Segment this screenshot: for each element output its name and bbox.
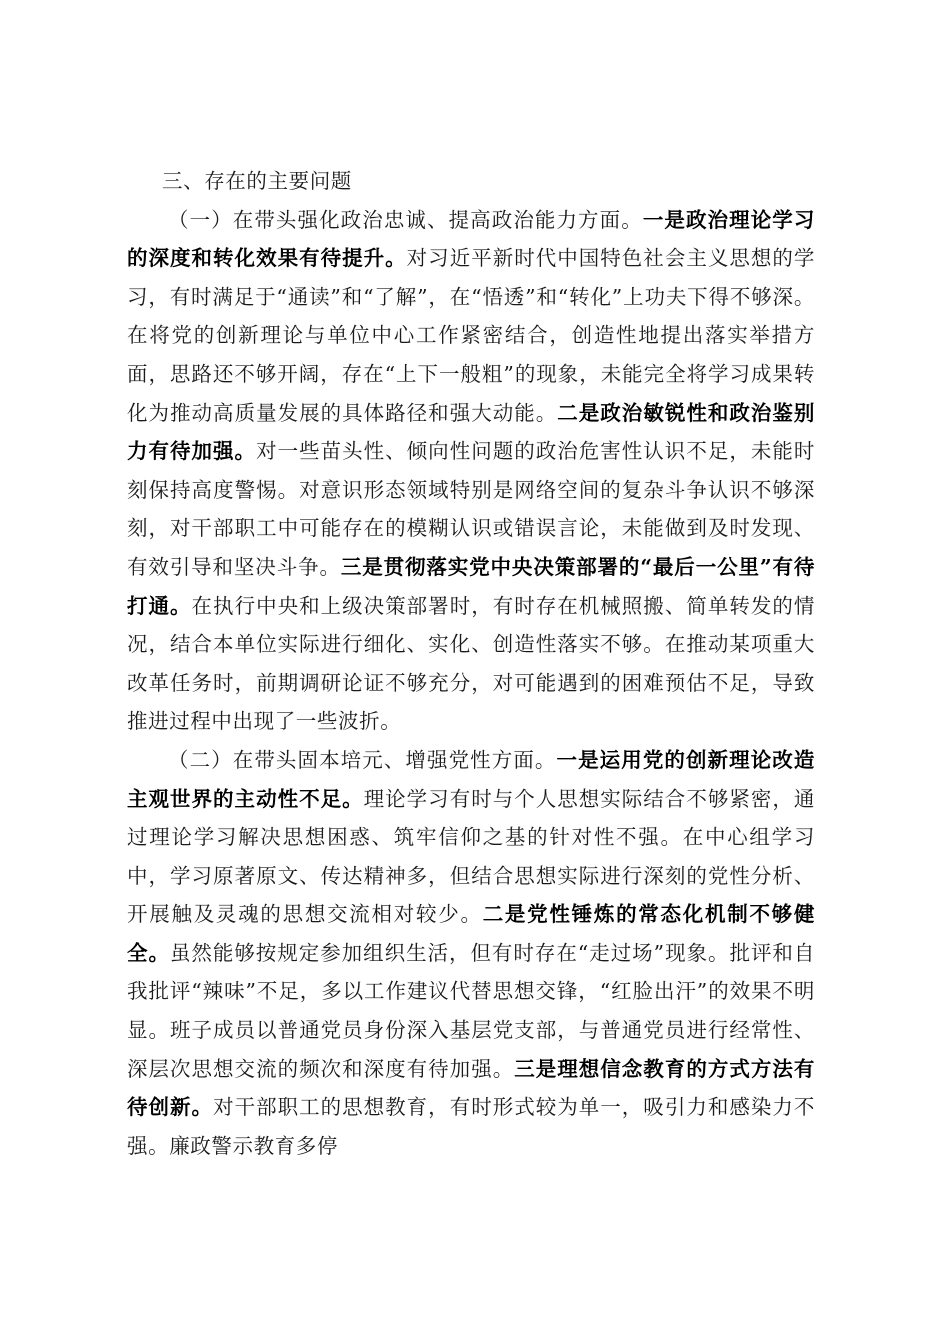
point-one-body: 对习近平新时代中国特色社会主义思想的学习，有时满足于“通读”和“了解”，在“悟透”和“转化”上功夫下得不够深。在将党的创新理论与单位中心工作紧密结合，创造性地提出落实举措方面，思路还不够开阔，存在“上下一般粗”的现象，未能完全将学习成果转化为推动高质量发展的具体路径和强大动能。	[127, 246, 815, 425]
point-one-heading: 一是政治理论学习的深度和转化效果有待提升。	[127, 207, 815, 271]
paragraph-lead: （二）在带头固本培元、增强党性方面。	[168, 747, 557, 772]
paragraph-political-loyalty	[127, 201, 815, 741]
point-one-body: 理论学习有时与个人思想实际结合不够紧密，通过理论学习解决思想困惑、筑牢信仰之基的针对性不强。在中心组学习中，学习原著原文、传达精神多，但结合思想实际进行深刻的党性分析、开展触及灵魂的思想交流相对较少。	[127, 786, 815, 927]
point-three-body: 对干部职工的思想教育，有时形式较为单一，吸引力和感染力不强。廉政警示教育多停	[127, 1095, 815, 1158]
paragraph-lead: （一）在带头强化政治忠诚、提高政治能力方面。	[168, 207, 643, 232]
point-one-heading: 一是运用党的创新理论改造主观世界的主动性不足。	[127, 747, 815, 811]
point-two-heading: 二是党性锤炼的常态化机制不够健全。	[127, 902, 816, 965]
paragraph-party-spirit	[127, 741, 815, 1166]
document-page	[127, 162, 815, 1165]
point-three-heading: 三是贯彻落实党中央决策部署的“最后一公里”有待打通。	[127, 554, 816, 618]
point-three-heading: 三是理想信念教育的方式方法有待创新。	[127, 1056, 815, 1120]
point-three-body: 在执行中央和上级决策部署时，有时存在机械照搬、简单转发的情况，结合本单位实际进行细化、实化、创造性落实不够。在推动某项重大改革任务时，前期调研论证不够充分，对可能遇到的困难预估不足，导致推进过程中出现了一些波折。	[127, 593, 815, 734]
point-two-body: 虽然能够按规定参加组织生活，但有时存在“走过场”现象。批评和自我批评“辣味”不足，多以工作建议代替思想交锋，“红脸出汗”的效果不明显。班子成员以普通党员身份深入基层党支部，与普通党员进行经常性、深层次思想交流的频次和深度有待加强。	[127, 940, 815, 1081]
point-two-body: 对一些苗头性、倾向性问题的政治危害性认识不足，未能时刻保持高度警惕。对意识形态领域特别是网络空间的复杂斗争认识不够深刻，对干部职工中可能存在的模糊认识或错误言论，未能做到及时发现、有效引导和坚决斗争。	[127, 439, 815, 579]
point-two-heading: 二是政治敏锐性和政治鉴别力有待加强。	[127, 400, 816, 464]
section-heading: 三、存在的主要问题	[162, 169, 352, 193]
